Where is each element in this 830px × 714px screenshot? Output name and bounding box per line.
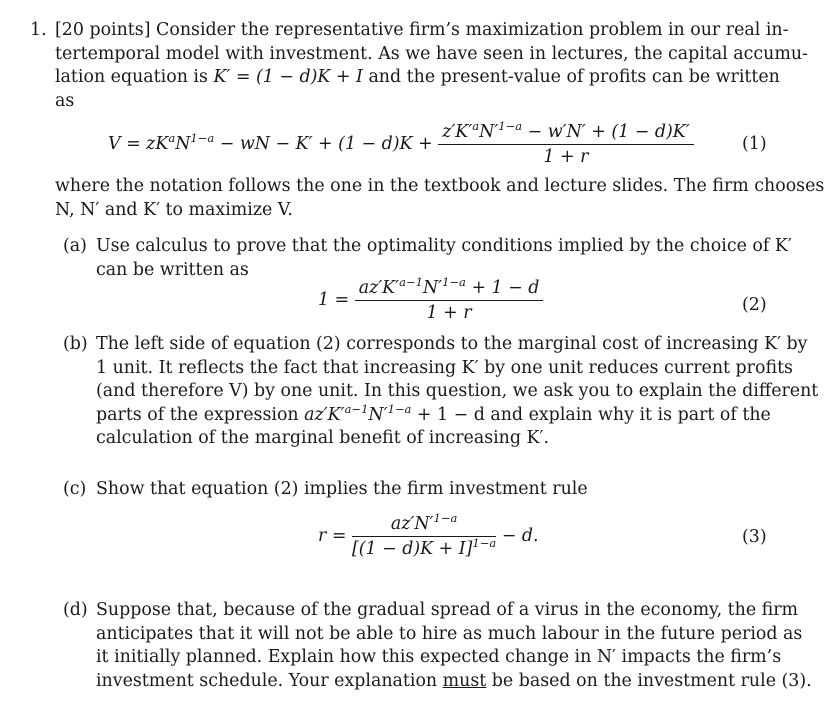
part-b-line-4b: + 1 − d and explain why it is part of the bbox=[416, 404, 771, 425]
eq1-exp-1a: 1−a bbox=[190, 131, 215, 145]
equation-2-number: (2) bbox=[742, 295, 767, 315]
after-line-1: where the notation follows the one in the textbook and lecture slides. The firm chooses bbox=[55, 176, 825, 196]
question-number: 1. bbox=[30, 20, 47, 40]
part-b-line-5: calculation of the marginal benefit of increasing K′. bbox=[96, 428, 550, 448]
part-b-line-3: (and therefore V) by one unit. In this question, we ask you to explain the different bbox=[96, 381, 819, 401]
part-b-label: (b) bbox=[63, 334, 88, 354]
eq3-tail: − d. bbox=[501, 526, 539, 546]
equation-1-number: (1) bbox=[742, 134, 767, 154]
equation-1: $V = zK^aN^{1-a}$ − wN − K′ + (1 − d)K + $\frac{z'K'^aN'^{1-a} - w'N' + (1 - d)K'}{1 + r}$ bbox=[108, 120, 694, 169]
part-c-text bbox=[96, 478, 767, 502]
part-d-line-1: Suppose that, because of the gradual spread of a virus in the economy, the firm bbox=[96, 600, 799, 620]
part-a-text bbox=[96, 235, 792, 282]
intro-line-1: Consider the representative firm’s maximization problem in our real in- bbox=[156, 20, 789, 40]
intro-line-2: tertemporal model with investment. As we have seen in lectures, the capital accumu- bbox=[55, 43, 808, 64]
part-a-label: (a) bbox=[63, 236, 87, 256]
intro-line-4: as bbox=[55, 90, 75, 111]
eq1-mid: − wN − K′ + (1 − d)K + bbox=[214, 134, 433, 154]
eq1-denominator: 1 + r bbox=[543, 147, 589, 167]
part-b-line-4a: parts of the expression bbox=[96, 404, 299, 425]
part-b-line-2: 1 unit. It reflects the fact that increasing K′ by one unit reduces current profits bbox=[96, 357, 793, 378]
part-d-line-2: anticipates that it will not be able to hire as much labour in the future period as bbox=[96, 623, 803, 644]
part-d-line-3: it initially planned. Explain how this expected change in N′ impacts the firm’s bbox=[96, 647, 782, 667]
eq3-lhs: r = bbox=[318, 526, 347, 546]
eq3-denominator: $[(1 - d)K + I]^{1-a}$ bbox=[351, 536, 497, 559]
question-points: [20 points] bbox=[55, 20, 151, 40]
part-b-text bbox=[96, 333, 819, 451]
eq1-exp-a: a bbox=[168, 131, 176, 145]
eq3-numerator: $az'N'^{1-a}$ bbox=[352, 512, 496, 537]
question-intro bbox=[55, 19, 808, 113]
part-d-must-emphasis: must bbox=[442, 670, 487, 691]
after-line-2: N, N′ and K′ to maximize V. bbox=[55, 199, 293, 220]
eq1-fraction bbox=[438, 120, 694, 169]
part-b-expression: $az'K'^{a-1}N'^{1-a}$ bbox=[304, 401, 412, 425]
eq2-numerator: $az'K'^{a-1}N'^{1-a} + 1 - d$ bbox=[355, 276, 544, 301]
equation-3 bbox=[318, 512, 539, 561]
part-d-label: (d) bbox=[63, 600, 88, 620]
part-a-line-2: can be written as bbox=[96, 259, 249, 280]
intro-line-3a: lation equation is bbox=[55, 67, 208, 87]
equation-3-number: (3) bbox=[742, 527, 767, 547]
capital-accumulation-equation: K′ = (1 − d)K + I bbox=[213, 67, 363, 87]
eq1-lhs: V = zK bbox=[108, 134, 169, 154]
part-c-line-1: Show that equation (2) implies the firm investment rule bbox=[96, 479, 588, 499]
part-a-line-1: Use calculus to prove that the optimality conditions implied by the choice of K′ bbox=[96, 236, 792, 256]
eq2-lhs: 1 = bbox=[318, 290, 350, 310]
equation-2 bbox=[318, 276, 543, 325]
part-d-text bbox=[96, 599, 812, 693]
part-b-line-1: The left side of equation (2) corresponds to the marginal cost of increasing K′ by bbox=[96, 334, 808, 354]
part-c-label: (c) bbox=[63, 479, 87, 499]
eq2-denominator: 1 + r bbox=[426, 303, 472, 323]
eq3-fraction bbox=[352, 512, 496, 561]
part-d-line-4a: investment schedule. Your explanation bbox=[96, 670, 438, 691]
intro-line-3b: and the present-value of profits can be written bbox=[368, 67, 780, 87]
part-d-line-4b: be based on the investment rule (3). bbox=[491, 670, 812, 691]
eq1-numerator: $z'K'^aN'^{1-a} - w'N' + (1 - d)K'$ bbox=[438, 120, 694, 145]
question-after-text bbox=[55, 175, 825, 222]
eq2-fraction bbox=[355, 276, 544, 325]
